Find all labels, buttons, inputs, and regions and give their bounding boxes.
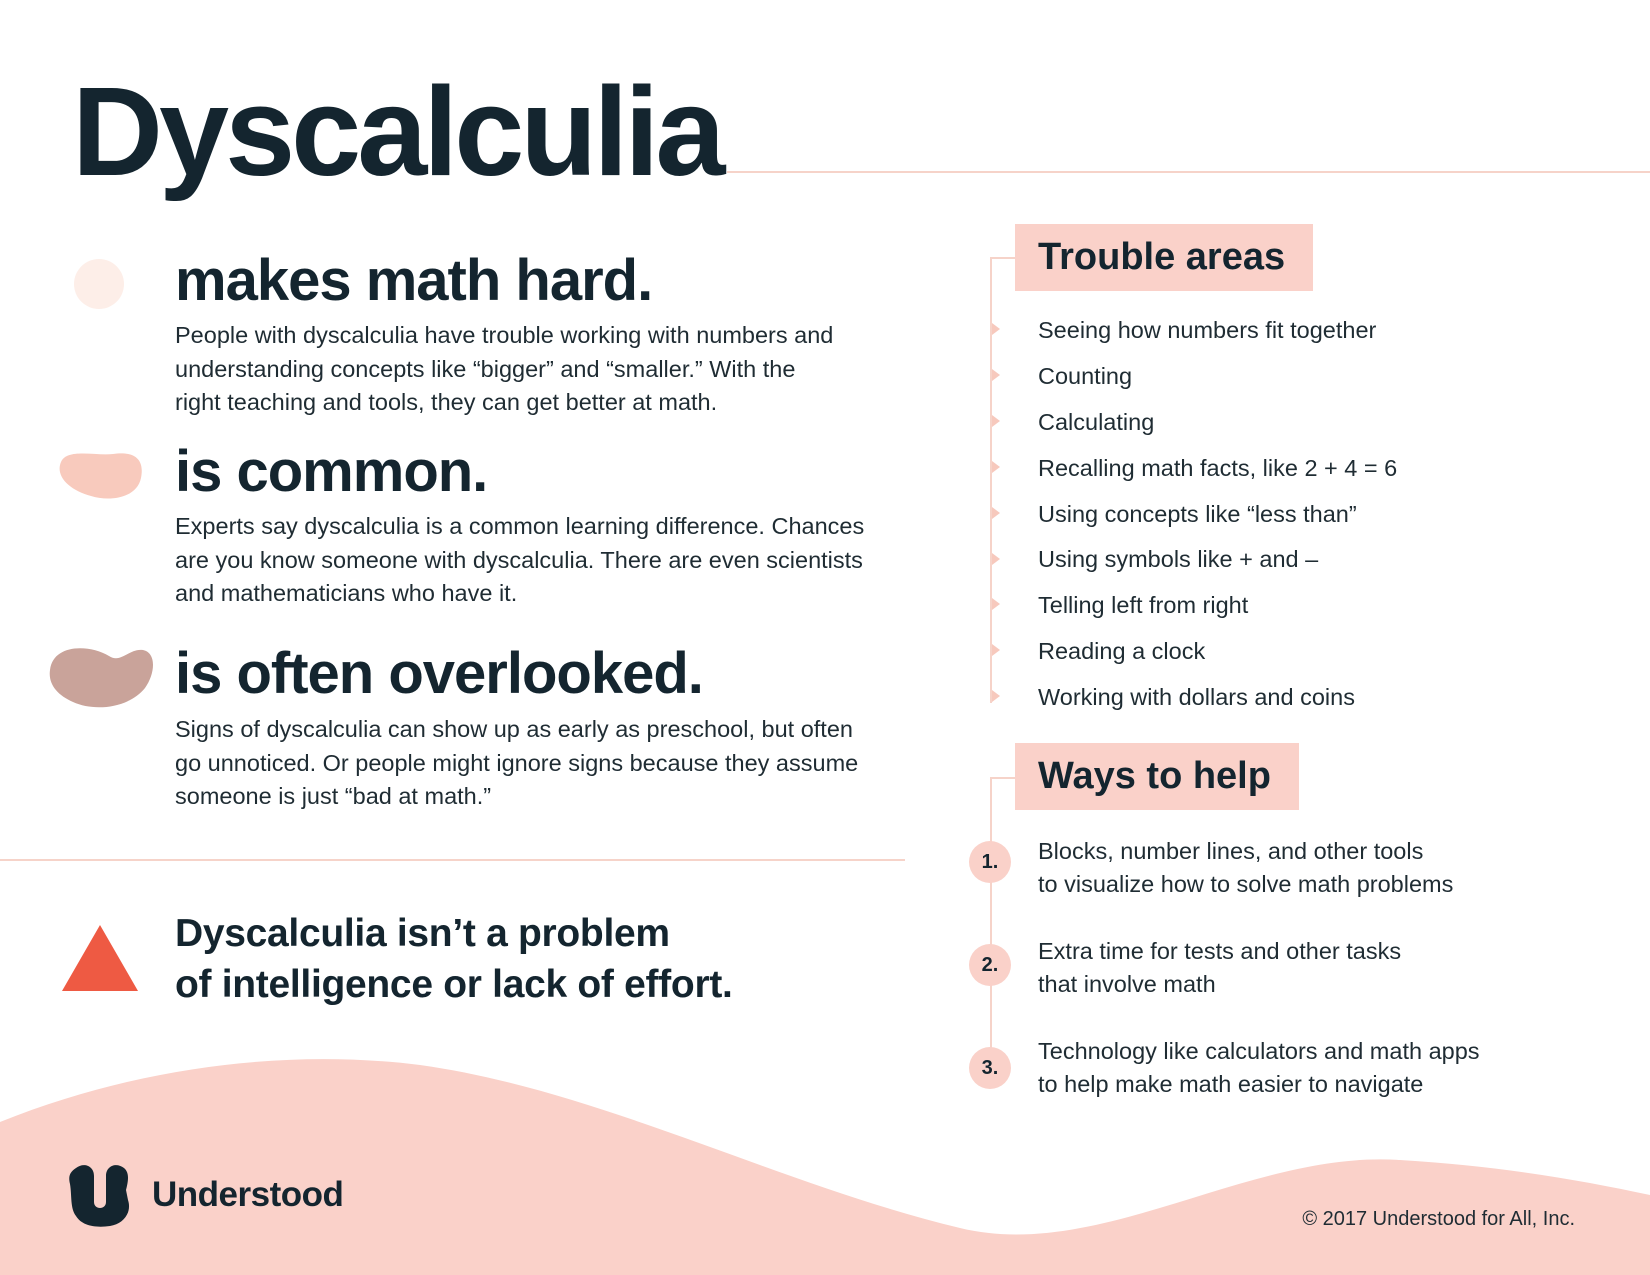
step-number-badge: 1. (969, 841, 1011, 883)
ways-to-help-item: Extra time for tests and other tasks that involve math (1038, 938, 1402, 997)
ways-to-help-connector-tick (990, 777, 1015, 779)
section-heading-makes-math-hard: makes math hard. (175, 248, 653, 313)
page-title: Dyscalculia (72, 61, 722, 202)
ways-to-help-item: Technology like calculators and math apps to help make math easier to navigate (1038, 1038, 1480, 1097)
light-peach-circle-icon (73, 258, 125, 310)
bullet-arrow-icon (992, 323, 1000, 335)
understood-logo-icon (66, 1162, 134, 1228)
section-body-is-common: Experts say dyscalculia is a common learning difference. Chances are you know someone with dyscalculia. There are even scientists and mathematicians who have it. (175, 513, 865, 606)
step-number-badge: 3. (969, 1047, 1011, 1089)
trouble-area-item: Seeing how numbers fit together (1038, 317, 1377, 343)
brand-name: Understood (152, 1175, 344, 1214)
bullet-arrow-icon (992, 369, 1000, 381)
trouble-areas-connector-tick (990, 257, 1015, 259)
peach-bean-icon (55, 448, 145, 503)
title-rule (727, 171, 1650, 173)
section-body-often-overlooked: Signs of dyscalculia can show up as early as preschool, but often go unnoticed. Or people might ignore signs because they assume someone is just “bad at math.” (175, 716, 859, 809)
section-body-makes-math-hard: People with dyscalculia have trouble working with numbers and understanding concepts like “bigger” and “smaller.” With the right teaching and tools, they can get better at math. (175, 322, 834, 415)
bullet-arrow-icon (992, 553, 1000, 565)
section-divider (0, 859, 905, 861)
bullet-arrow-icon (992, 644, 1000, 656)
trouble-areas-heading: Trouble areas (1015, 224, 1313, 291)
copyright-notice: © 2017 Understood for All, Inc. (1302, 1208, 1575, 1230)
ways-to-help-connector-line (990, 777, 992, 1067)
bullet-arrow-icon (992, 461, 1000, 473)
section-heading-often-overlooked: is often overlooked. (175, 641, 703, 706)
trouble-area-item: Recalling math facts, like 2 + 4 = 6 (1038, 455, 1398, 481)
ways-to-help-item: Blocks, number lines, and other tools to visualize how to solve math problems (1038, 838, 1454, 897)
trouble-area-item: Telling left from right (1038, 592, 1249, 618)
trouble-area-item: Using concepts like “less than” (1038, 501, 1357, 527)
mauve-bean-icon (45, 640, 155, 712)
trouble-area-item: Calculating (1038, 409, 1155, 435)
bullet-arrow-icon (992, 415, 1000, 427)
bullet-arrow-icon (992, 598, 1000, 610)
warning-triangle-icon (62, 925, 138, 991)
ways-to-help-heading: Ways to help (1015, 743, 1299, 810)
callout-statement: Dyscalculia isn’t a problem of intelligence or lack of effort. (175, 912, 733, 1006)
trouble-area-item: Reading a clock (1038, 638, 1206, 664)
bullet-arrow-icon (992, 507, 1000, 519)
trouble-area-item: Using symbols like + and – (1038, 546, 1319, 572)
bullet-arrow-icon (992, 690, 1000, 702)
trouble-area-item: Counting (1038, 363, 1133, 389)
section-heading-is-common: is common. (175, 439, 488, 504)
trouble-area-item: Working with dollars and coins (1038, 684, 1355, 710)
step-number-badge: 2. (969, 944, 1011, 986)
